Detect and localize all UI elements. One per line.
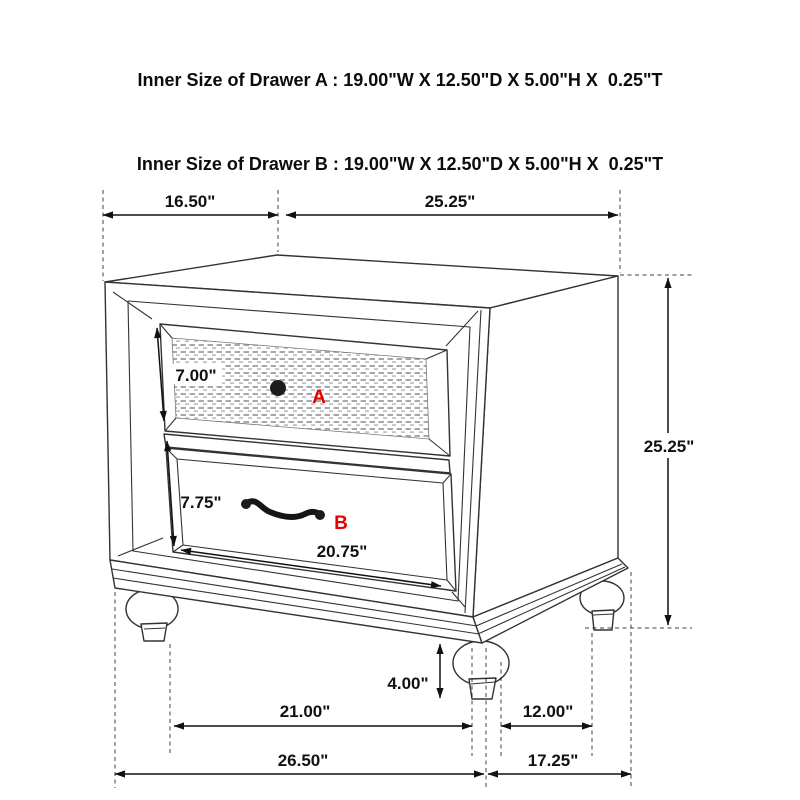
top-width-label: 25.25" [424, 192, 476, 211]
dim-overall-width [115, 751, 484, 774]
drawer-b-height-label: 7.75" [180, 493, 222, 512]
drawer-b-letter: B [334, 513, 348, 534]
side-leg-spacing-label: 12.00" [522, 702, 574, 721]
drawer-b-inner-size-text: Inner Size of Drawer B : 19.00"W X 12.50"D X 5.00"H X 0.25"T [136, 154, 664, 174]
dim-overall-height [640, 278, 697, 625]
drawer-a-inner-size-text: Inner Size of Drawer A : 19.00"W X 12.50"D X 5.00"H X 0.25"T [137, 70, 663, 90]
dim-side-leg-spacing [501, 702, 592, 726]
drawer-a-letter: A [312, 387, 326, 408]
dim-front-leg-spacing [174, 702, 472, 726]
dim-top-width [286, 192, 618, 215]
leg-height-label: 4.00" [387, 674, 429, 693]
drawer-b-width-label: 20.75" [316, 542, 368, 561]
overall-height-label: 25.25" [643, 437, 695, 456]
overall-width-label: 26.50" [277, 751, 329, 770]
overall-depth-label: 17.25" [527, 751, 579, 770]
front-leg-spacing-label: 21.00" [279, 702, 331, 721]
dim-leg-height [387, 644, 440, 698]
drawer-a-knob [270, 380, 286, 396]
dim-top-depth [103, 192, 278, 215]
nightstand-drawing [105, 255, 628, 699]
drawer-a-height-label: 7.00" [175, 366, 217, 385]
dim-overall-depth [488, 751, 631, 774]
top-depth-label: 16.50" [164, 192, 216, 211]
right-side-face [473, 276, 618, 617]
